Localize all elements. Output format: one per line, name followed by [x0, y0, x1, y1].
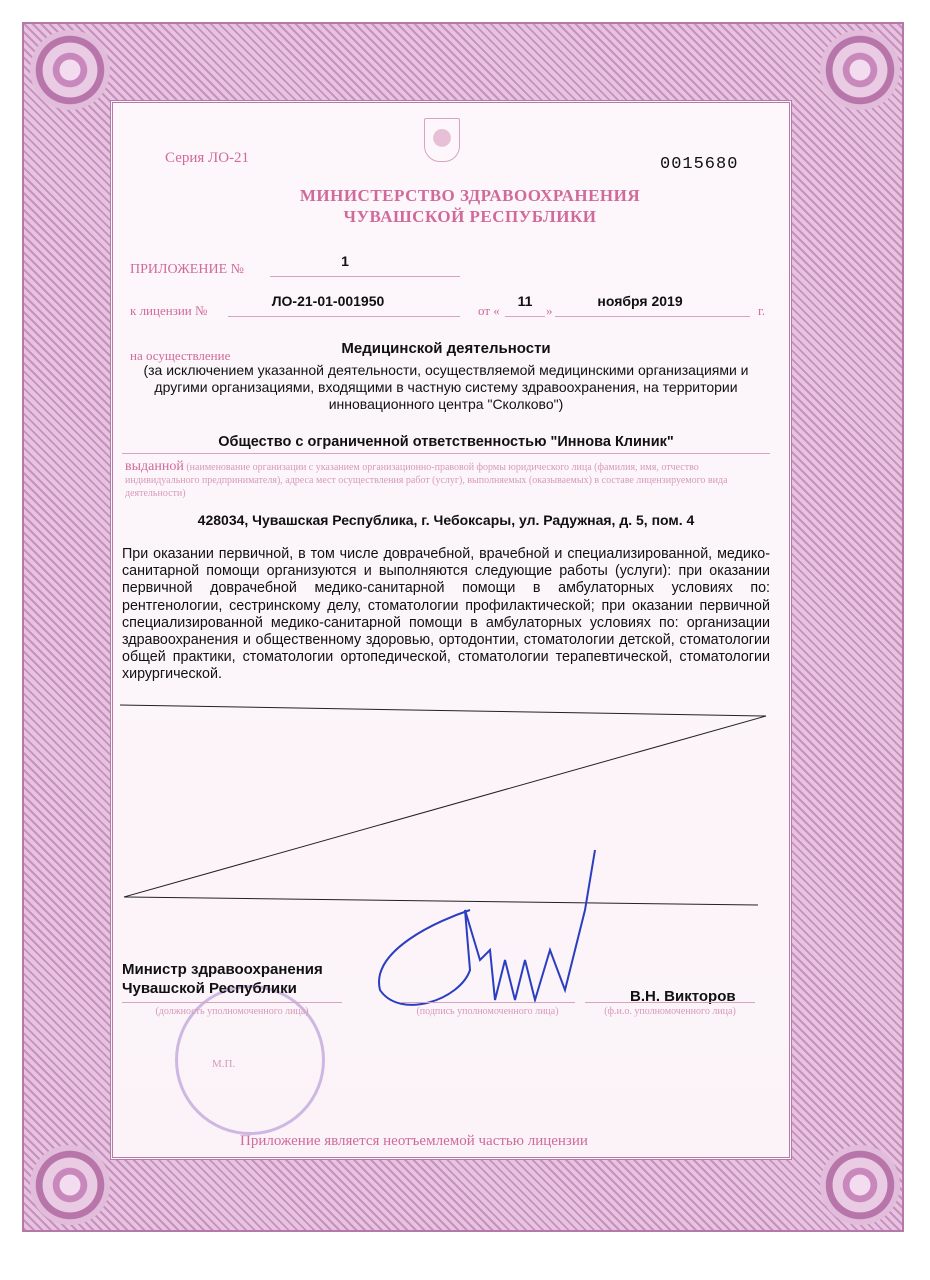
issued-label: выданной	[125, 459, 184, 474]
signature	[370, 850, 610, 1020]
ministry-line-2: ЧУВАШСКОЙ РЕСПУБЛИКИ	[343, 207, 597, 226]
caption-signature: (подпись уполномоченного лица)	[416, 1006, 559, 1017]
activity-label: на осуществление	[130, 348, 231, 363]
date-quote: »	[546, 303, 553, 318]
date-from: от «	[478, 303, 500, 318]
activity-note: (за исключением указанной деятельности, осуществляемой медицинскими организациями и другими организациями, входящими в частную систему здравоохранения, на территории инновационного центра "Сколково")	[143, 362, 749, 412]
organization-name: Общество с ограниченной ответственностью "Иннова Клиник"	[218, 434, 674, 450]
corner-rosette	[820, 30, 900, 110]
form-number: 0015680	[660, 155, 739, 174]
caption-position: (должность уполномоченного лица)	[155, 1006, 309, 1017]
footer-note: Приложение является неотъемлемой частью лицензии	[240, 1133, 588, 1149]
coat-of-arms-icon	[424, 118, 460, 162]
corner-rosette	[30, 1145, 110, 1225]
date-day: 11	[517, 293, 533, 309]
corner-rosette	[820, 1145, 900, 1225]
date-g: г.	[758, 303, 766, 318]
corner-rosette	[30, 30, 110, 110]
license-label: к лицензии №	[130, 303, 208, 318]
series-label: Серия ЛО-21	[165, 150, 250, 166]
signer-position-line-2: Чувашской Республики	[122, 980, 297, 997]
address: 428034, Чувашская Республика, г. Чебоксары, ул. Радужная, д. 5, пом. 4	[197, 512, 695, 528]
signer-position-line-1: Министр здравоохранения	[122, 961, 323, 978]
ministry-line-1: МИНИСТЕРСТВО ЗДРАВООХРАНЕНИЯ	[299, 186, 641, 205]
license-number: ЛО-21-01-001950	[271, 293, 385, 309]
caption-name: (ф.и.о. уполномоченного лица)	[604, 1006, 736, 1017]
services-text: При оказании первичной, в том числе доврачебной, врачебной и специализированной, медико-санитарной помощи организуются и выполняются следующие работы (услуги): при оказании первичной доврачебной медико-санитарной помощи в амбулаторных условиях по: рентгенологии, сестринскому делу, стоматологии профилактической; при оказании первичной специализированной медико-санитарной помощи в амбулаторных условиях по: организации здравоохранения и общественному здоровью, ортодонтии, стоматологии детской, стоматологии общей практики, стоматологии ортопедической, стоматологии терапевтической, стоматологии хирургической.	[122, 546, 770, 683]
issued-note: (наименование организации с указанием организационно-правовой формы юридического лица (фамилия, имя, отчество индивидуального предпринимателя), адреса мест осуществления работ (услуг), выполняемых (оказываемых) в составе лицензируемого вида деятельности)	[125, 462, 728, 499]
date-month-year: ноября 2019	[597, 293, 683, 309]
signer-name: В.Н. Викторов	[630, 988, 736, 1005]
appendix-label: ПРИЛОЖЕНИЕ №	[130, 262, 244, 277]
stamp-place-label: М.П.	[212, 1058, 236, 1070]
signer-position	[122, 960, 323, 998]
appendix-number: 1	[341, 253, 349, 269]
activity-title: Медицинской деятельности	[341, 340, 551, 357]
